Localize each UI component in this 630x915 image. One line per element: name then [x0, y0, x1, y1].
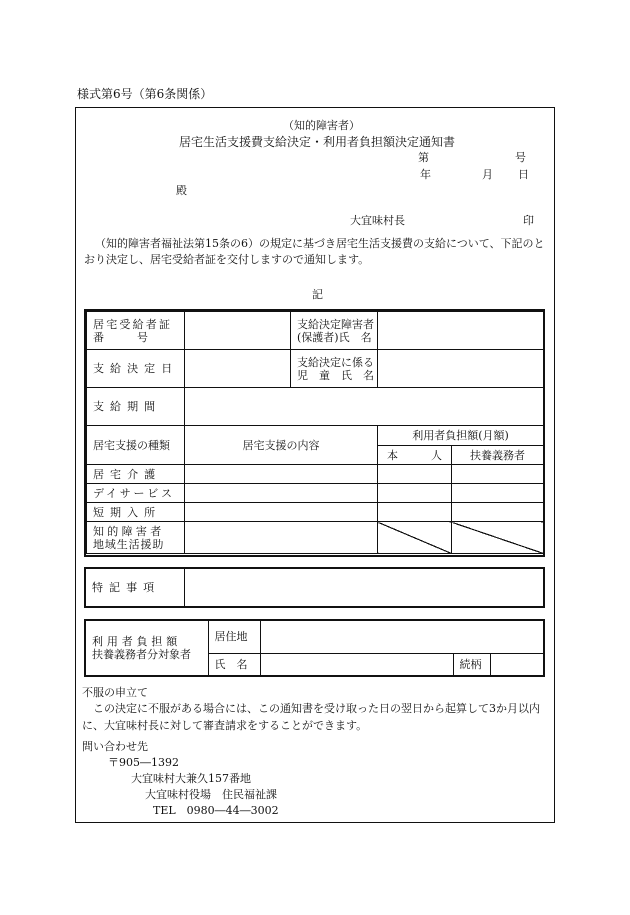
supporter-cell-slashed	[452, 522, 544, 554]
number-suffix: 号	[515, 151, 526, 164]
day-label: 日	[518, 168, 529, 181]
name-value	[260, 653, 453, 675]
service-day: デイサービス	[87, 484, 185, 503]
contact-address: 大宜味村大兼久157番地	[131, 772, 251, 785]
self-header: 本 人	[378, 446, 452, 465]
objection-text: この決定に不服がある場合には、この通知書を受け取った日の翌日から起算して3か月以内に、大宜味村長に対して審査請求をすることができます。	[82, 702, 540, 732]
month-label: 月	[482, 168, 493, 181]
service-group-home: 知的障害者 地域生活援助	[87, 522, 185, 554]
type-header: 居宅支援の種類	[87, 426, 185, 465]
relation-label: 続柄	[453, 653, 490, 675]
decision-table	[84, 309, 545, 557]
cert-no-label: 居宅受給者証 番 号	[87, 312, 185, 350]
form-label: 様式第6号（第6条関係）	[77, 87, 213, 101]
supporter-cell	[452, 484, 544, 503]
year-label: 年	[420, 168, 431, 181]
period-label: 支給期間	[87, 388, 185, 426]
supporter-cell	[452, 503, 544, 522]
burden-target-label: 利用者負担額 扶養義務者分対象者	[86, 621, 208, 675]
document-title: 居宅生活支援費支給決定・利用者負担額決定通知書	[179, 135, 456, 149]
issuer-name: 大宜味村長	[350, 214, 405, 227]
special-notes-label: 特記事項	[86, 569, 184, 606]
number-label: 第	[418, 151, 429, 164]
contact-postal: 〒905―1392	[108, 756, 179, 769]
burden-target-box	[84, 619, 545, 677]
contact-tel: TEL 0980―44―3002	[153, 804, 279, 817]
decision-date-value	[185, 350, 291, 388]
special-notes-box	[84, 567, 545, 608]
special-notes-value	[184, 569, 543, 606]
address-value	[260, 621, 543, 653]
body-text: （知的障害者福祉法第15条の6）の規定に基づき居宅生活支援費の支給について、下記のとおり決定し、居宅受給者証を交付しますので通知します。	[84, 237, 545, 266]
self-cell	[378, 484, 452, 503]
self-cell	[378, 465, 452, 484]
subtitle: （知的障害者）	[283, 119, 360, 132]
service-short-stay: 短期入所	[87, 503, 185, 522]
addressee-suffix: 殿	[176, 184, 187, 197]
content-cell	[185, 522, 378, 554]
recipient-value	[378, 312, 544, 350]
burden-header: 利用者負担額(月額)	[378, 426, 544, 446]
content-cell	[185, 465, 378, 484]
decision-date-label: 支給決定日	[87, 350, 185, 388]
self-cell-slashed	[378, 522, 452, 554]
contact-heading: 問い合わせ先	[82, 740, 148, 753]
seal-mark: 印	[523, 214, 534, 227]
relation-value	[490, 653, 543, 675]
name-label: 氏 名	[208, 653, 260, 675]
content-cell	[185, 484, 378, 503]
content-cell	[185, 503, 378, 522]
ki-label: 記	[312, 288, 323, 301]
contact-office: 大宜味村役場 住民福祉課	[145, 788, 277, 801]
objection-heading: 不服の申立て	[82, 686, 148, 699]
supporter-header: 扶養義務者	[452, 446, 544, 465]
supporter-cell	[452, 465, 544, 484]
service-home-care: 居宅介護	[87, 465, 185, 484]
recipient-label: 支給決定障害者 (保護者)氏 名	[291, 312, 378, 350]
content-header: 居宅支援の内容	[185, 426, 378, 465]
child-value	[378, 350, 544, 388]
cert-no-value	[185, 312, 291, 350]
self-cell	[378, 503, 452, 522]
child-label: 支給決定に係る 児 童 氏 名	[291, 350, 378, 388]
address-label: 居住地	[208, 621, 260, 653]
period-value	[185, 388, 544, 426]
